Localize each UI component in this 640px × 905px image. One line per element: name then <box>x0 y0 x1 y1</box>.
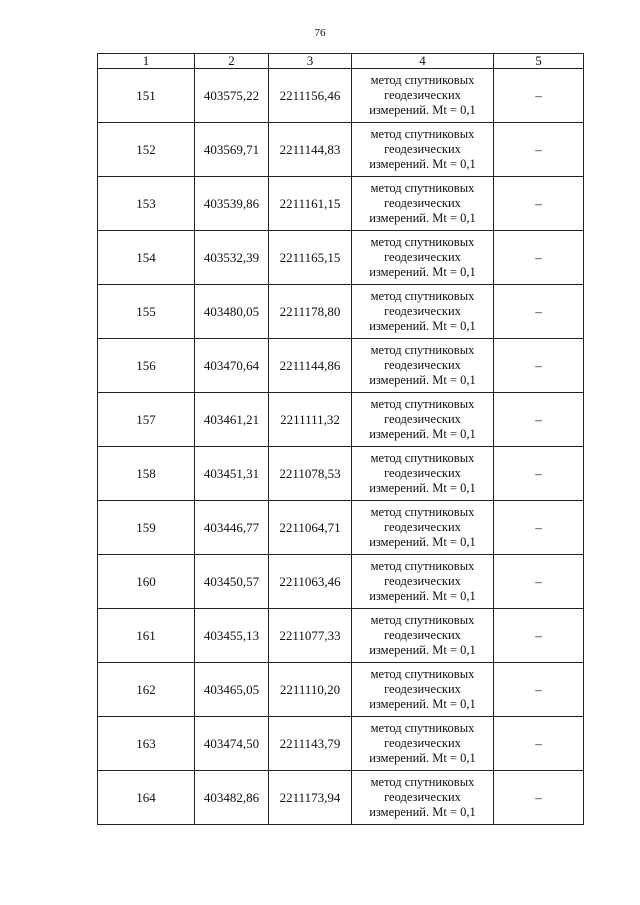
point-number-cell: 164 <box>98 771 195 825</box>
method-line: метод спутниковых <box>370 451 475 465</box>
method-cell <box>352 123 494 177</box>
table-row <box>98 717 584 771</box>
table-body <box>98 69 584 825</box>
y-coordinate-cell: 2211111,32 <box>269 393 352 447</box>
method-cell <box>352 231 494 285</box>
y-coordinate-cell: 2211078,53 <box>269 447 352 501</box>
x-coordinate-cell: 403446,77 <box>195 501 269 555</box>
note-cell: – <box>494 717 584 771</box>
coordinates-table <box>97 53 584 825</box>
method-cell <box>352 609 494 663</box>
x-coordinate-cell: 403450,57 <box>195 555 269 609</box>
method-line: метод спутниковых <box>370 181 475 195</box>
point-number-cell: 158 <box>98 447 195 501</box>
table-row <box>98 231 584 285</box>
column-header-4: 4 <box>352 54 494 69</box>
method-line: измерений. Mt = 0,1 <box>369 697 476 711</box>
method-cell <box>352 717 494 771</box>
method-line: метод спутниковых <box>370 559 475 573</box>
table-row <box>98 285 584 339</box>
method-line: измерений. Mt = 0,1 <box>369 481 476 495</box>
method-cell <box>352 771 494 825</box>
method-line: геодезических <box>384 304 461 318</box>
method-line: метод спутниковых <box>370 613 475 627</box>
point-number-cell: 163 <box>98 717 195 771</box>
point-number-cell: 151 <box>98 69 195 123</box>
method-line: измерений. Mt = 0,1 <box>369 373 476 387</box>
method-line: измерений. Mt = 0,1 <box>369 157 476 171</box>
method-line: геодезических <box>384 250 461 264</box>
method-line: измерений. Mt = 0,1 <box>369 427 476 441</box>
y-coordinate-cell: 2211178,80 <box>269 285 352 339</box>
method-cell <box>352 285 494 339</box>
method-cell <box>352 501 494 555</box>
method-line: измерений. Mt = 0,1 <box>369 103 476 117</box>
table-row <box>98 393 584 447</box>
table-row <box>98 177 584 231</box>
method-line: геодезических <box>384 574 461 588</box>
method-line: измерений. Mt = 0,1 <box>369 265 476 279</box>
table-row <box>98 447 584 501</box>
table-row <box>98 339 584 393</box>
method-line: измерений. Mt = 0,1 <box>369 589 476 603</box>
x-coordinate-cell: 403482,86 <box>195 771 269 825</box>
method-line: метод спутниковых <box>370 73 475 87</box>
y-coordinate-cell: 2211161,15 <box>269 177 352 231</box>
method-line: метод спутниковых <box>370 127 475 141</box>
y-coordinate-cell: 2211110,20 <box>269 663 352 717</box>
method-line: геодезических <box>384 142 461 156</box>
note-cell: – <box>494 555 584 609</box>
table-row <box>98 555 584 609</box>
x-coordinate-cell: 403575,22 <box>195 69 269 123</box>
method-line: геодезических <box>384 466 461 480</box>
y-coordinate-cell: 2211063,46 <box>269 555 352 609</box>
table-row <box>98 123 584 177</box>
method-cell <box>352 663 494 717</box>
method-line: метод спутниковых <box>370 775 475 789</box>
column-header-1: 1 <box>98 54 195 69</box>
x-coordinate-cell: 403532,39 <box>195 231 269 285</box>
method-line: метод спутниковых <box>370 667 475 681</box>
y-coordinate-cell: 2211144,83 <box>269 123 352 177</box>
x-coordinate-cell: 403470,64 <box>195 339 269 393</box>
point-number-cell: 157 <box>98 393 195 447</box>
table-row <box>98 609 584 663</box>
note-cell: – <box>494 69 584 123</box>
note-cell: – <box>494 285 584 339</box>
x-coordinate-cell: 403461,21 <box>195 393 269 447</box>
note-cell: – <box>494 663 584 717</box>
x-coordinate-cell: 403480,05 <box>195 285 269 339</box>
point-number-cell: 152 <box>98 123 195 177</box>
y-coordinate-cell: 2211143,79 <box>269 717 352 771</box>
method-cell <box>352 177 494 231</box>
method-line: метод спутниковых <box>370 721 475 735</box>
y-coordinate-cell: 2211173,94 <box>269 771 352 825</box>
point-number-cell: 162 <box>98 663 195 717</box>
note-cell: – <box>494 771 584 825</box>
method-line: геодезических <box>384 790 461 804</box>
method-line: геодезических <box>384 736 461 750</box>
method-line: метод спутниковых <box>370 235 475 249</box>
page-number: 76 <box>314 27 326 39</box>
method-line: измерений. Mt = 0,1 <box>369 535 476 549</box>
method-line: измерений. Mt = 0,1 <box>369 211 476 225</box>
table-header-row <box>98 54 584 69</box>
method-cell <box>352 447 494 501</box>
x-coordinate-cell: 403451,31 <box>195 447 269 501</box>
method-line: геодезических <box>384 412 461 426</box>
x-coordinate-cell: 403539,86 <box>195 177 269 231</box>
y-coordinate-cell: 2211156,46 <box>269 69 352 123</box>
point-number-cell: 160 <box>98 555 195 609</box>
point-number-cell: 156 <box>98 339 195 393</box>
table-row <box>98 69 584 123</box>
column-header-2: 2 <box>195 54 269 69</box>
point-number-cell: 159 <box>98 501 195 555</box>
note-cell: – <box>494 177 584 231</box>
note-cell: – <box>494 609 584 663</box>
point-number-cell: 154 <box>98 231 195 285</box>
method-line: метод спутниковых <box>370 505 475 519</box>
table-row <box>98 771 584 825</box>
column-header-5: 5 <box>494 54 584 69</box>
method-cell <box>352 339 494 393</box>
method-cell <box>352 555 494 609</box>
method-line: измерений. Mt = 0,1 <box>369 643 476 657</box>
table-row <box>98 501 584 555</box>
method-line: метод спутниковых <box>370 397 475 411</box>
x-coordinate-cell: 403474,50 <box>195 717 269 771</box>
point-number-cell: 155 <box>98 285 195 339</box>
y-coordinate-cell: 2211144,86 <box>269 339 352 393</box>
y-coordinate-cell: 2211165,15 <box>269 231 352 285</box>
x-coordinate-cell: 403465,05 <box>195 663 269 717</box>
column-header-3: 3 <box>269 54 352 69</box>
x-coordinate-cell: 403569,71 <box>195 123 269 177</box>
y-coordinate-cell: 2211064,71 <box>269 501 352 555</box>
method-line: измерений. Mt = 0,1 <box>369 805 476 819</box>
x-coordinate-cell: 403455,13 <box>195 609 269 663</box>
note-cell: – <box>494 339 584 393</box>
method-line: геодезических <box>384 358 461 372</box>
method-line: измерений. Mt = 0,1 <box>369 319 476 333</box>
method-line: геодезических <box>384 196 461 210</box>
method-cell <box>352 69 494 123</box>
method-line: геодезических <box>384 520 461 534</box>
note-cell: – <box>494 123 584 177</box>
method-line: геодезических <box>384 628 461 642</box>
y-coordinate-cell: 2211077,33 <box>269 609 352 663</box>
note-cell: – <box>494 231 584 285</box>
method-cell <box>352 393 494 447</box>
method-line: геодезических <box>384 682 461 696</box>
method-line: метод спутниковых <box>370 289 475 303</box>
method-line: геодезических <box>384 88 461 102</box>
point-number-cell: 153 <box>98 177 195 231</box>
note-cell: – <box>494 447 584 501</box>
method-line: метод спутниковых <box>370 343 475 357</box>
note-cell: – <box>494 393 584 447</box>
table-row <box>98 663 584 717</box>
method-line: измерений. Mt = 0,1 <box>369 751 476 765</box>
point-number-cell: 161 <box>98 609 195 663</box>
note-cell: – <box>494 501 584 555</box>
